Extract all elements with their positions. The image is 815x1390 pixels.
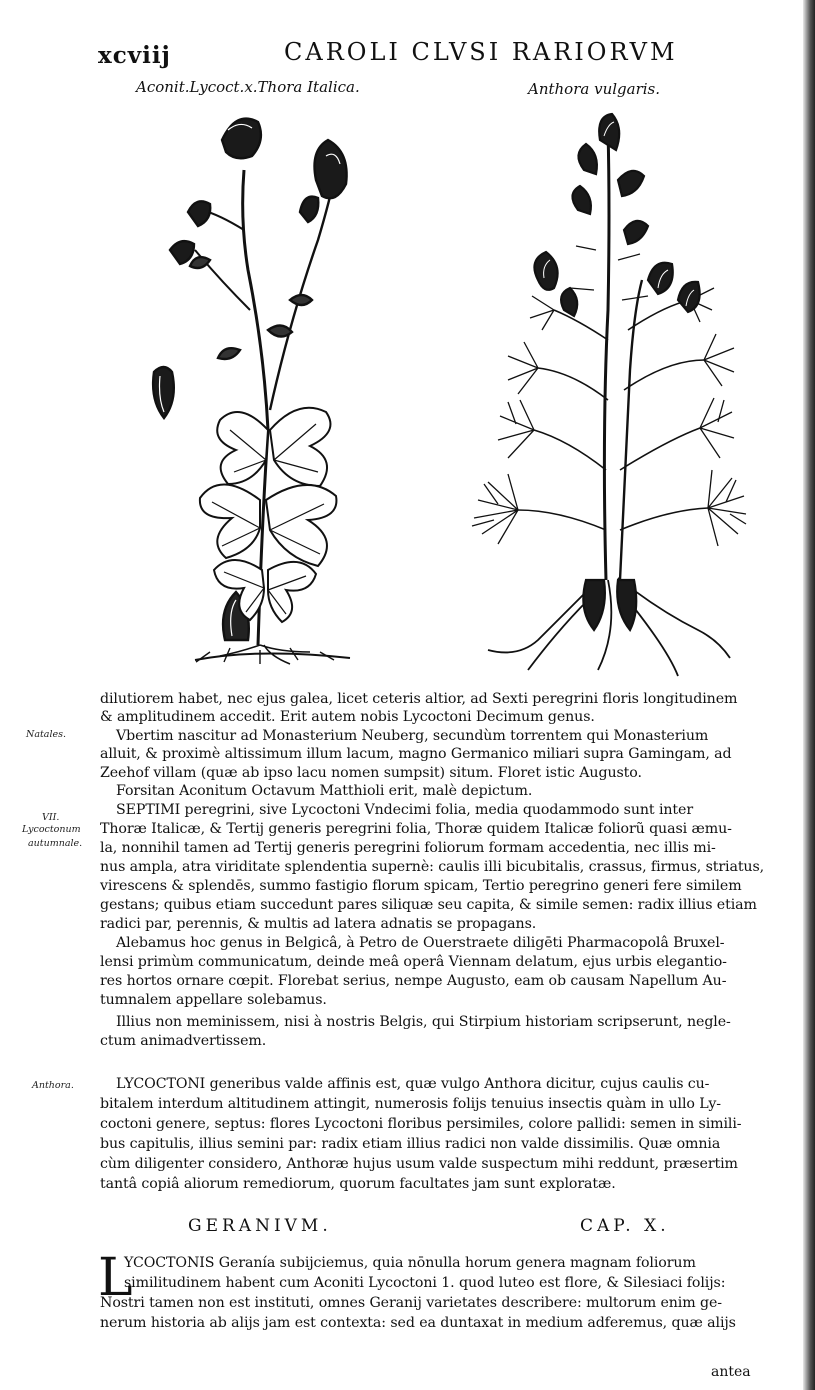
text-line: radici par, perennis, & multis ad latera adnatis se propagans.: [100, 916, 537, 932]
text-line: bus capitulis, illius semini par: radix etiam illius radici non valde dissimilis. Quæ omnia: [100, 1136, 721, 1152]
margin-note-autumnale: autumnale.: [28, 838, 83, 849]
catchword: antea: [711, 1364, 751, 1380]
text-line: coctoni genere, septus: flores Lycoctoni floribus persimiles, colore pallidi: semen in simili-: [100, 1116, 742, 1132]
text-line: res hortos ornare cœpit. Florebat serius, nempe Augusto, eam ob causam Napellum Au-: [100, 973, 727, 989]
text-line: Vbertim nascitur ad Monasterium Neuberg, secundùm torrentem qui Monasterium: [116, 728, 709, 744]
woodcut-anthora-vulgaris: [468, 110, 748, 680]
text-line: Forsitan Aconitum Octavum Matthioli erit, malè depictum.: [116, 783, 533, 799]
text-line: cùm diligenter considero, Anthoræ hujus usum valde suspectum mihi reddunt, præsertim: [100, 1156, 738, 1172]
text-line: & amplitudinem accedit. Erit autem nobis Lycoctoni Decimum genus.: [100, 709, 595, 725]
text-line: SEPTIMI peregrini, sive Lycoctoni Vndecimi folia, media quodammodo sunt inter: [116, 802, 694, 818]
text-line: similitudinem habent cum Aconiti Lycoctoni 1. quod luteo est flore, & Silesiaci folijs:: [124, 1275, 726, 1291]
text-line: alluit, & proximè altissimum illum lacum, magno Germanico miliari supra Gamingam, ad: [100, 746, 732, 762]
text-line: dilutiorem habet, nec ejus galea, licet ceteris altior, ad Sexti peregrini floris longitudinem: [100, 691, 738, 707]
text-line: LYCOCTONI generibus valde affinis est, quæ vulgo Anthora dicitur, cujus caulis cu-: [116, 1076, 710, 1092]
text-line: Alebamus hoc genus in Belgicâ, à Petro de Ouerstraete diligēti Pharmacopolâ Bruxel-: [116, 935, 725, 951]
margin-note-anthora: Anthora.: [32, 1080, 74, 1091]
woodcut-thora-italica: [140, 100, 390, 670]
margin-note-number: VII.: [42, 812, 60, 823]
running-title: CAROLI CLVSI RARIORVM: [284, 38, 678, 66]
text-line: virescens & splendēs, summo fastigio florum spicam, Tertio peregrino generi fere similem: [100, 878, 742, 894]
section-title-geranium: GERANIVM.: [188, 1216, 332, 1236]
text-line: la, nonnihil tamen ad Tertij generis peregrini foliorum formam accedentia, nec illis mi-: [100, 840, 716, 856]
text-line: bitalem interdum altitudinem attingit, numerosis folijs tenuius insectis quàm in ullo Ly-: [100, 1096, 721, 1112]
text-line: Illius non meminissem, nisi à nostris Belgis, qui Stirpium historiam scripserunt, negle-: [116, 1014, 731, 1030]
text-line: Thoræ Italicæ, & Tertij generis peregrini folia, Thoræ quidem Italicæ foliorũ quasi æmu-: [100, 821, 732, 837]
text-line: gestans; quibus etiam succedunt pares siliquæ seu capita, & simile semen: radix illius etiam: [100, 897, 757, 913]
margin-note-natales: Natales.: [26, 729, 67, 740]
caption-left-figure: Aconit.Lycoct.x.Thora Italica.: [136, 78, 360, 96]
text-line: nerum historia ab alijs jam est contexta: sed ea duntaxat in medium adferemus, quæ alijs: [100, 1315, 736, 1331]
caption-right-figure: Anthora vulgaris.: [528, 80, 661, 98]
page-edge-shadow: [803, 0, 815, 1390]
page-folio-number: xcviij: [98, 42, 171, 69]
chapter-number: CAP. X.: [580, 1216, 670, 1236]
text-line: ctum animadvertissem.: [100, 1033, 267, 1049]
drop-cap: L: [98, 1248, 133, 1308]
text-line: lensi primùm communicatum, deinde meâ operâ Viennam delatum, ejus urbis elegantio-: [100, 954, 727, 970]
text-line: Zeehof villam (quæ ab ipso lacu nomen sumpsit) situm. Floret istic Augusto.: [100, 765, 642, 781]
text-line: tantâ copiâ aliorum remediorum, quorum facultates jam sunt exploratæ.: [100, 1176, 616, 1192]
margin-note-lycoctonum: Lycoctonum: [22, 824, 81, 835]
text-line: YCOCTONIS Geranía subijciemus, quia nōnulla horum genera magnam foliorum: [124, 1255, 696, 1271]
text-line: nus ampla, atra viriditate splendentia supernè: caulis illi bicubitalis, crassus, firmus, striatus,: [100, 859, 765, 875]
text-line: tumnalem appellare solebamus.: [100, 992, 327, 1008]
text-line: Nostri tamen non est instituti, omnes Geranij varietates describere: multorum enim ge-: [100, 1295, 722, 1311]
